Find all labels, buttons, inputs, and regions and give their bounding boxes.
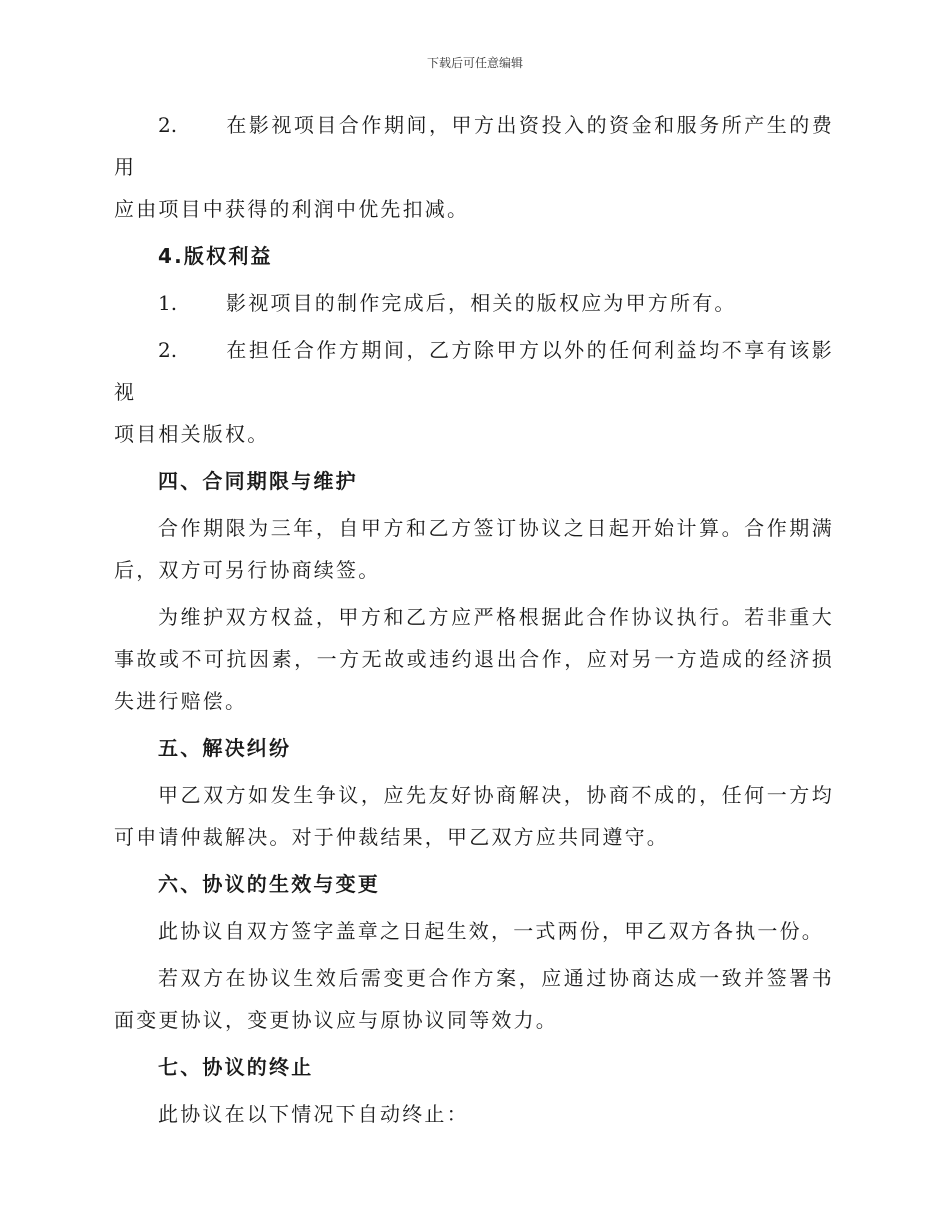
paragraph: 合作期限为三年，自甲方和乙方签订协议之日起开始计算。合作期满后，双方可另行协商续签。 <box>114 516 834 582</box>
item-number: 2. <box>158 338 178 362</box>
numbered-item <box>114 329 834 455</box>
document-body <box>114 104 834 1140</box>
paragraph: 为维护双方权益，甲方和乙方应严格根据此合作协议执行。若非重大事故或不可抗因素，一方无故或违约退出合作，应对另一方造成的经济损失进行赔偿。 <box>114 605 834 713</box>
section-heading: 五、解决纠纷 <box>158 736 292 760</box>
item-text: 影视项目的制作完成后，相关的版权应为甲方所有。 <box>226 291 737 315</box>
paragraph: 若双方在协议生效后需变更合作方案，应通过协商达成一致并签署书面变更协议，变更协议应与原协议同等效力。 <box>114 966 834 1032</box>
section-heading: 4.版权利益 <box>158 244 273 268</box>
item-number: 2. <box>158 113 178 137</box>
item-text-cont: 项目相关版权。 <box>114 422 270 446</box>
paragraph: 甲乙双方如发生争议，应先友好协商解决，协商不成的，任何一方均可申请仲裁解决。对于仲裁结果，甲乙双方应共同遵守。 <box>114 783 834 849</box>
paragraph: 此协议自双方签字盖章之日起生效，一式两份，甲乙双方各执一份。 <box>158 919 824 943</box>
numbered-item <box>114 104 834 230</box>
section-heading: 七、协议的终止 <box>158 1055 314 1079</box>
paragraph: 此协议在以下情况下自动终止： <box>158 1102 469 1126</box>
section-heading: 四、合同期限与维护 <box>158 469 358 493</box>
item-text-cont: 应由项目中获得的利润中优先扣减。 <box>114 197 470 221</box>
item-number: 1. <box>158 291 178 315</box>
numbered-item <box>114 282 834 324</box>
section-heading: 六、协议的生效与变更 <box>158 872 380 896</box>
page-header: 下载后可任意编辑 <box>426 56 523 70</box>
item-text: 在影视项目合作期间，甲方出资投入的资金和服务所产生的费用 <box>114 113 834 179</box>
item-text: 在担任合作方期间，乙方除甲方以外的任何利益均不享有该影视 <box>114 338 834 404</box>
